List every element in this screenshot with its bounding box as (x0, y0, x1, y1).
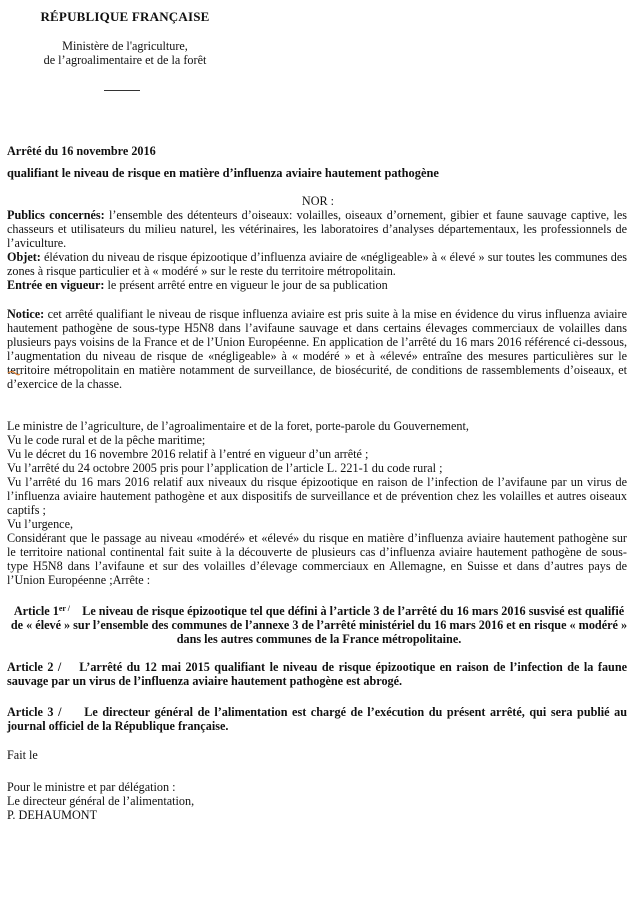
article-1-label: Article $1^{er /}$ (13, 604, 71, 618)
ministry-line-1: Ministère de l'agriculture, (62, 39, 188, 53)
vu-arrete-2016: Vu l’arrêté du 16 mars 2016 relatif aux niveaux du risque épizootique en raison de l’infection de l’avifaune par un virus de l’influenza aviaire hautement pathogène et aux dispositifs de surveillance et de prévention chez les volailles et autres oiseaux captifs ; (7, 475, 627, 517)
decree-subtitle: qualifiant le niveau de risque en matière d’influenza aviaire hautement pathogène (7, 166, 439, 180)
pen-mark-icon (7, 370, 21, 376)
article-1-sup: er / (58, 604, 71, 613)
notice-section (7, 307, 627, 391)
fait-le: Fait le (7, 748, 38, 762)
entree-section (7, 278, 627, 292)
header-divider (104, 90, 140, 91)
article-3-text: Le directeur général de l’alimentation est chargé de l’exécution du présent arrêté, qui sera publié au journal officiel de la République française. (7, 705, 628, 733)
article-2 (7, 660, 627, 688)
vu-arrete-2005: Vu l’arrêté du 24 octobre 2005 pris pour l’application de l’article L. 221-1 du code rural ; (7, 461, 443, 475)
article-3-label: Article 3 / (7, 705, 62, 719)
notice-label: Notice: (7, 307, 45, 321)
ministry-name (10, 39, 240, 67)
article-3 (7, 705, 627, 733)
article-1-text: Le niveau de risque épizootique tel que défini à l’article 3 de l’arrêté du 16 mars 2016 susvisé est qualifié de « élevé » sur l’ensemble des communes de l’annexe 3 de l’arrêté ministériel du 16 mars 2016 et en risque « modéré » dans les autres communes de la France métropolitaine. (10, 604, 628, 646)
objet-text: élévation du niveau de risque épizootique d’influenza aviaire de «négligeable» à « élevé » sur toutes les communes des zones à risque particulier et à « modéré » sur le reste du territoire métropolitain. (7, 250, 627, 278)
ministry-line-2: de l’agroalimentaire et de la forêt (43, 53, 207, 67)
publics-section (7, 208, 627, 250)
director-line: Le directeur général de l’alimentation, (7, 794, 195, 808)
nor-reference: NOR : (301, 194, 335, 208)
publics-text: l’ensemble des détenteurs d’oiseaux: volailles, oiseaux d’ornement, gibier et faune sauvage captive, les chasseurs et utilisateurs du milieu naturel, les vétérinaires, les laboratoires d’analyses départementaux, les professionnels de l’aviculture. (7, 208, 627, 250)
objet-section (7, 250, 627, 278)
objet-label: Objet: (7, 250, 41, 264)
delegation-line: Pour le ministre et par délégation : (7, 780, 176, 794)
vu-decret: Vu le décret du 16 novembre 2016 relatif à l’entré en vigueur d’un arrêté ; (7, 447, 369, 461)
entree-label: Entrée en vigueur: (7, 278, 105, 292)
notice-text: cet arrêté qualifiant le niveau de risque influenza aviaire est pris suite à la mise en évidence du virus influenza aviaire hautement pathogène de sous-type H5N8 dans l’avifaune sauvage et dans certains élevages commerciaux de volailles dans plusieurs pays voisins de la France et de l’Union Européenne. En application de l’arrêté du 16 mars 2016 référencé ci-dessous, l’augmentation du niveau de risque de «négligeable» à « modéré » et à «élevé» entraîne des mesures particulières sur le territoire métropolitain en matière notamment de surveillance, de biosécurité, de conditions de rassemblements d’oiseaux, et d’exercice de la chasse. (7, 307, 627, 391)
republic-title: RÉPUBLIQUE FRANÇAISE (40, 9, 210, 24)
decree-title: Arrêté du 16 novembre 2016 (7, 144, 156, 158)
article-2-text: L’arrêté du 12 mai 2015 qualifiant le niveau de risque épizootique en raison de l’infection de la faune sauvage par un virus de l’influenza aviaire hautement pathogène est abrogé. (7, 660, 628, 688)
entree-text: le présent arrêté entre en vigueur le jour de sa publication (104, 278, 388, 292)
letterhead (10, 10, 240, 67)
vu-urgence: Vu l’urgence, (7, 517, 74, 531)
publics-label: Publics concernés: (7, 208, 105, 222)
minister-line: Le ministre de l’agriculture, de l’agroalimentaire et de la foret, porte-parole du Gouvernement, (7, 419, 469, 433)
considerant-paragraph: Considérant que le passage au niveau «modéré» et «élevé» du risque en matière d’influenza aviaire hautement pathogène sur le territoire national continental fait suite à la découverte de plusieurs cas d’influenza aviaire hautement pathogène de sous-type H5N8 dans l’avifaune et sur des volailles d’élevage commerciaux en Allemagne, en Suisse et dans d’autres pays de l’Union Européenne ;Arrête : (7, 531, 627, 587)
vu-code-rural: Vu le code rural et de la pêche maritime; (7, 433, 206, 447)
article-2-label: Article 2 / (7, 660, 62, 674)
signatory-name: P. DEHAUMONT (7, 808, 98, 822)
article-1 (10, 604, 628, 646)
